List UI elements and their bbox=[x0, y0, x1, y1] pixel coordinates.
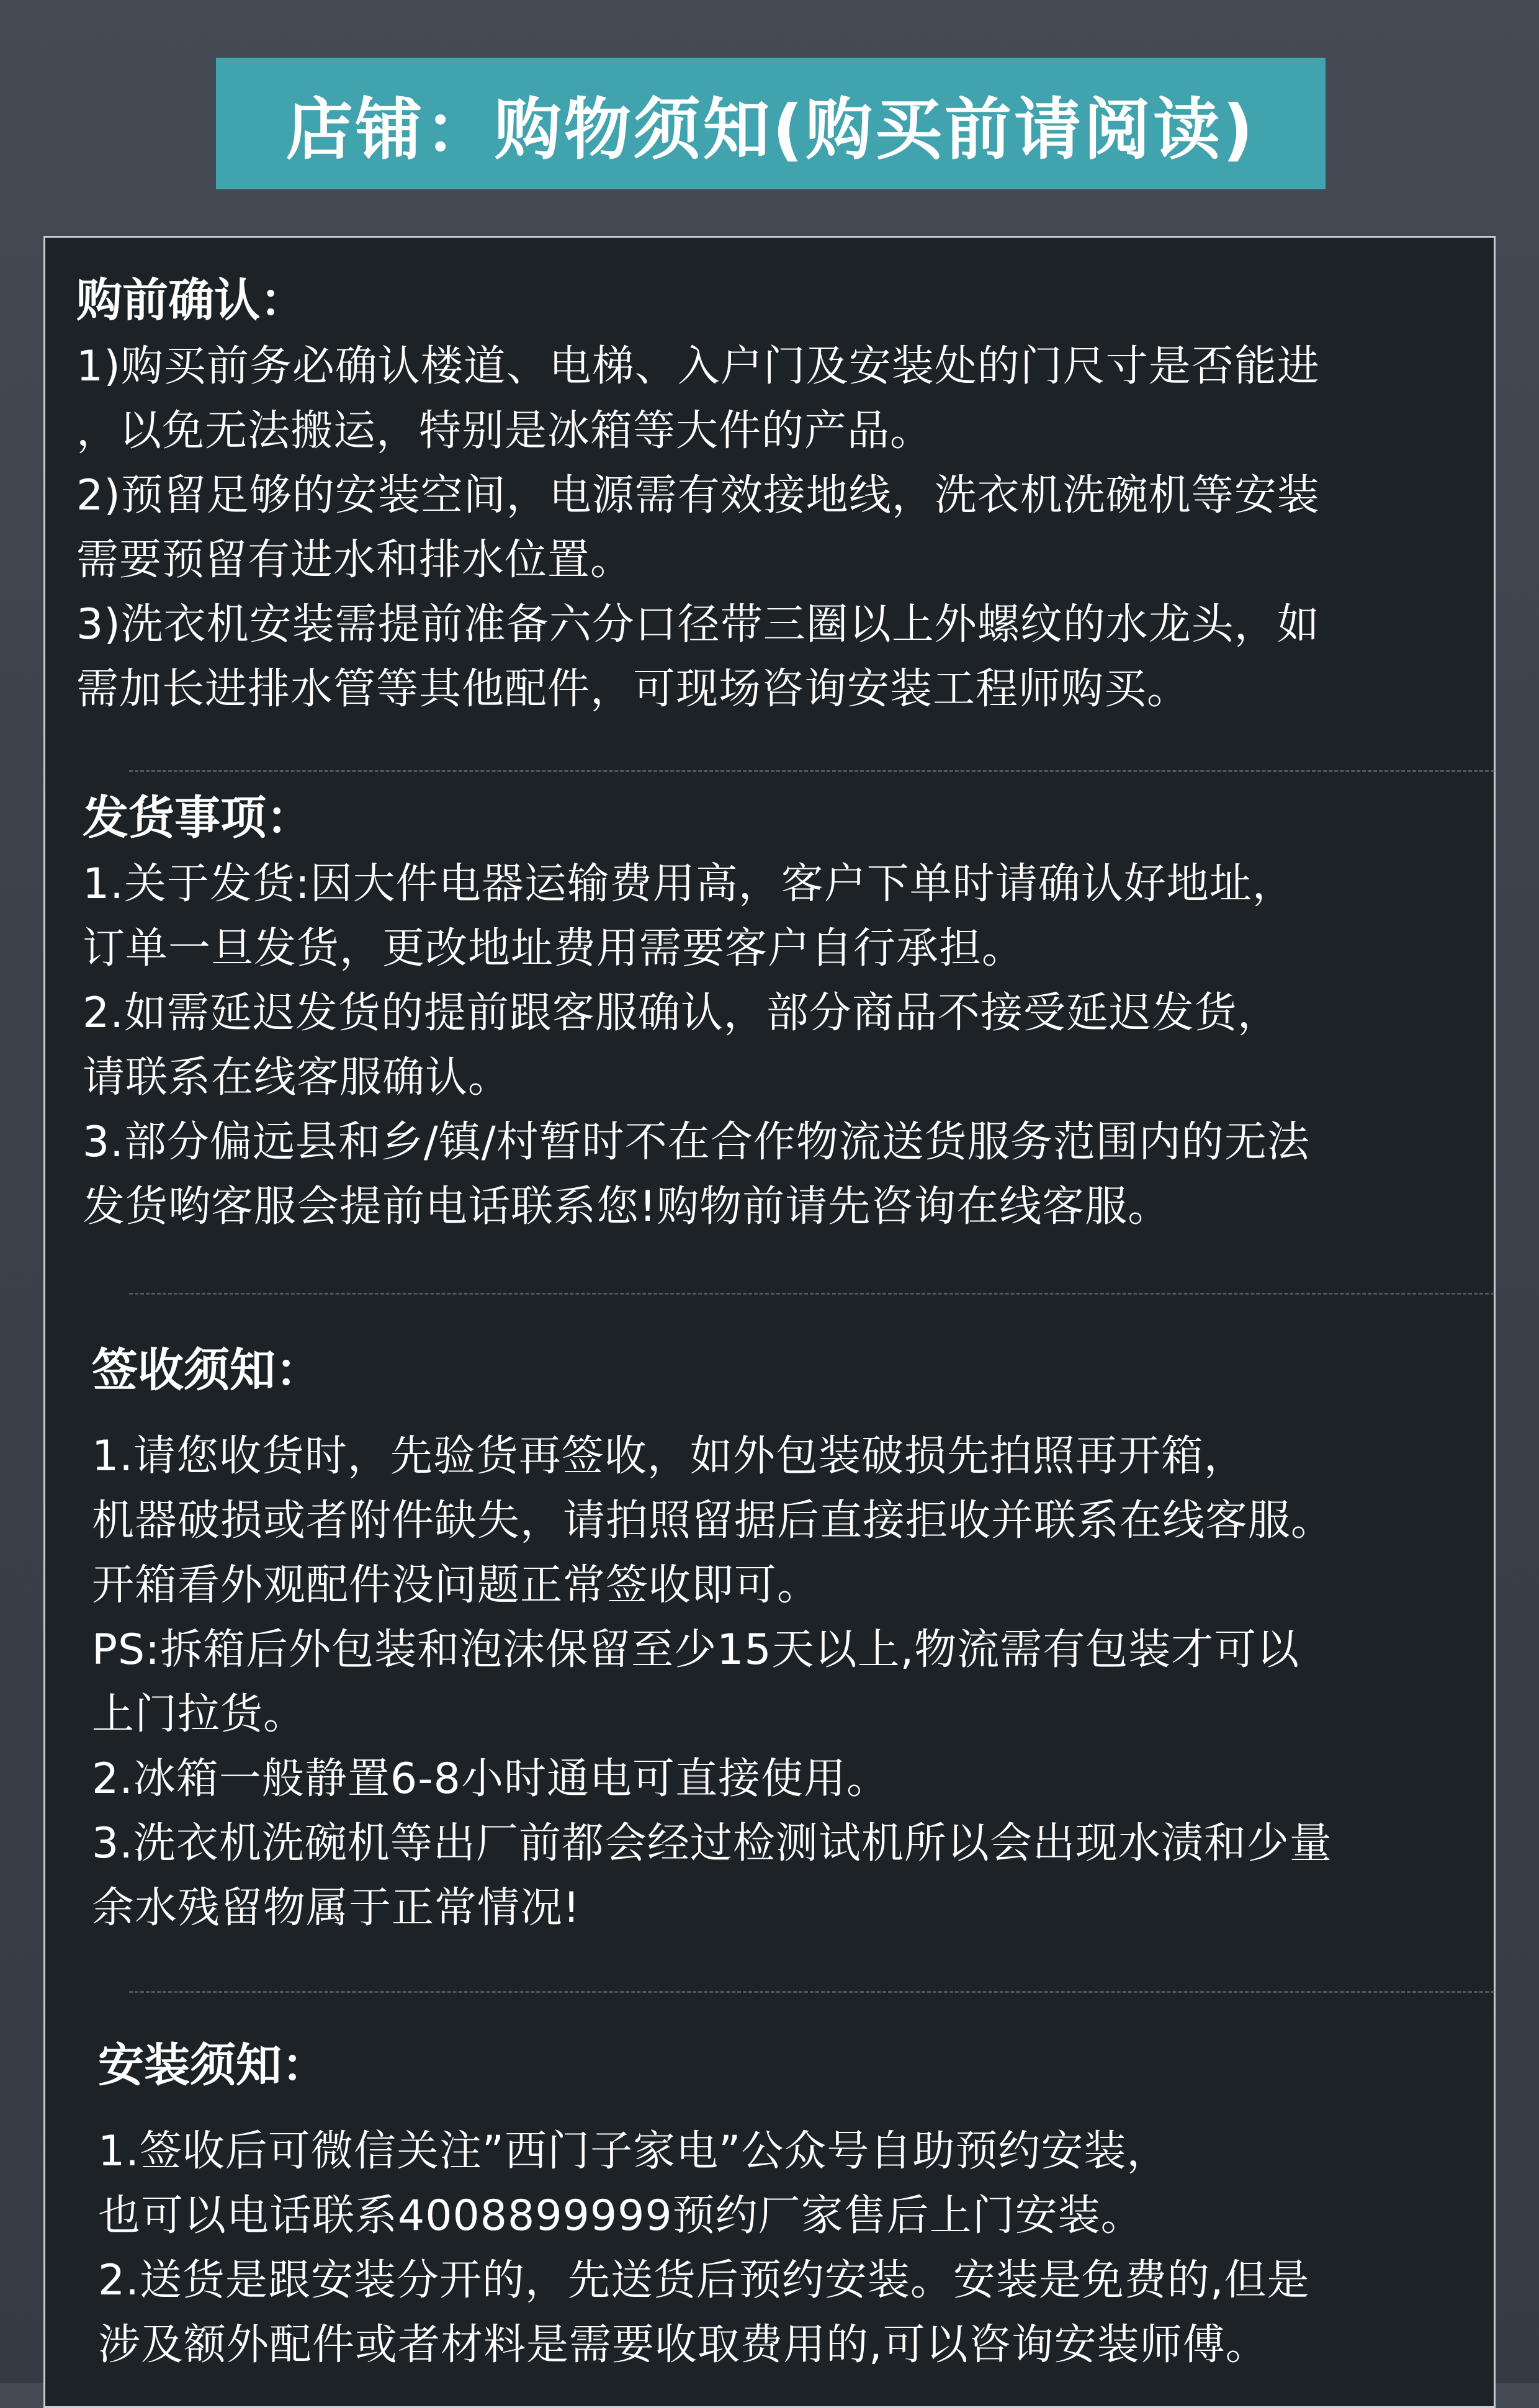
text-line: 机器破损或者附件缺失，请拍照留据后直接拒收并联系在线客服。 bbox=[92, 1496, 1334, 1545]
text-line: 3.洗衣机洗碗机等出厂前都会经过检测试机所以会出现水渍和少量 bbox=[92, 1819, 1332, 1868]
section-heading: 发货事项： bbox=[83, 791, 312, 845]
text-line: 2)预留足够的安装空间，电源需有效接地线，洗衣机洗碗机等安装 bbox=[76, 471, 1320, 520]
text-line: ，以免无法搬运，特别是冰箱等大件的产品。 bbox=[76, 407, 933, 456]
text-line: 2.冰箱一般静置6-8小时通电可直接使用。 bbox=[92, 1754, 889, 1804]
notice-panel bbox=[43, 236, 1496, 2408]
section-heading: 购前确认： bbox=[76, 274, 306, 327]
text-line: 请联系在线客服确认。 bbox=[83, 1053, 511, 1102]
text-line: 1.关于发货:因大件电器运输费用高，客户下单时请确认好地址， bbox=[83, 860, 1295, 909]
section-body bbox=[76, 335, 1481, 722]
dashed-divider bbox=[129, 1991, 1494, 1993]
text-line: 2.送货是跟安装分开的，先送货后预约安装。安装是免费的,但是 bbox=[98, 2256, 1310, 2305]
section-shipping bbox=[83, 784, 1481, 1239]
section-body bbox=[83, 852, 1481, 1239]
text-line: PS:拆箱后外包装和泡沫保留至少15天以上,物流需有包装才可以 bbox=[92, 1625, 1300, 1674]
text-line: 1.请您收货时，先验货再签收，如外包装破损先拍照再开箱， bbox=[92, 1432, 1247, 1481]
text-line: 3.部分偏远县和乡/镇/村暂时不在合作物流送货服务范围内的无法 bbox=[83, 1118, 1310, 1167]
text-line: 开箱看外观配件没问题正常签收即可。 bbox=[92, 1561, 820, 1610]
text-line: 3)洗衣机安装需提前准备六分口径带三圈以上外螺纹的水龙头，如 bbox=[76, 600, 1320, 649]
section-receipt bbox=[92, 1336, 1481, 1941]
text-line: 1.签收后可微信关注”西门子家电”公众号自助预约安装， bbox=[98, 2127, 1170, 2176]
text-line: 上门拉货。 bbox=[92, 1690, 307, 1739]
text-line: 1)购买前务必确认楼道、电梯、入户门及安装处的门尺寸是否能进 bbox=[76, 342, 1320, 391]
text-line: 需要预留有进水和排水位置。 bbox=[76, 536, 634, 585]
section-body bbox=[98, 2119, 1481, 2378]
section-heading: 安装须知： bbox=[98, 2039, 328, 2092]
text-line: 2.如需延迟发货的提前跟客服确认，部分商品不接受延迟发货， bbox=[83, 989, 1280, 1038]
text-line: 余水残留物属于正常情况! bbox=[92, 1884, 581, 1933]
dashed-divider bbox=[129, 770, 1494, 772]
text-line: 也可以电话联系4008899999预约厂家售后上门安装。 bbox=[98, 2191, 1144, 2240]
section-installation bbox=[98, 2031, 1481, 2378]
title-banner bbox=[216, 58, 1326, 189]
text-line: 涉及额外配件或者材料是需要收取费用的,可以咨询安装师傅。 bbox=[98, 2320, 1268, 2370]
text-line: 订单一旦发货，更改地址费用需要客户自行承担。 bbox=[83, 924, 1025, 973]
page-title: 店铺：购物须知(购买前请阅读) bbox=[285, 91, 1256, 169]
text-line: 发货哟客服会提前电话联系您!购物前请先咨询在线客服。 bbox=[83, 1182, 1171, 1231]
section-heading: 签收须知： bbox=[92, 1344, 321, 1397]
section-pre-purchase-confirmation bbox=[76, 266, 1481, 722]
section-body bbox=[92, 1424, 1481, 1941]
text-line: 需加长进排水管等其他配件，可现场咨询安装工程师购买。 bbox=[76, 665, 1190, 714]
dashed-divider bbox=[129, 1293, 1494, 1295]
